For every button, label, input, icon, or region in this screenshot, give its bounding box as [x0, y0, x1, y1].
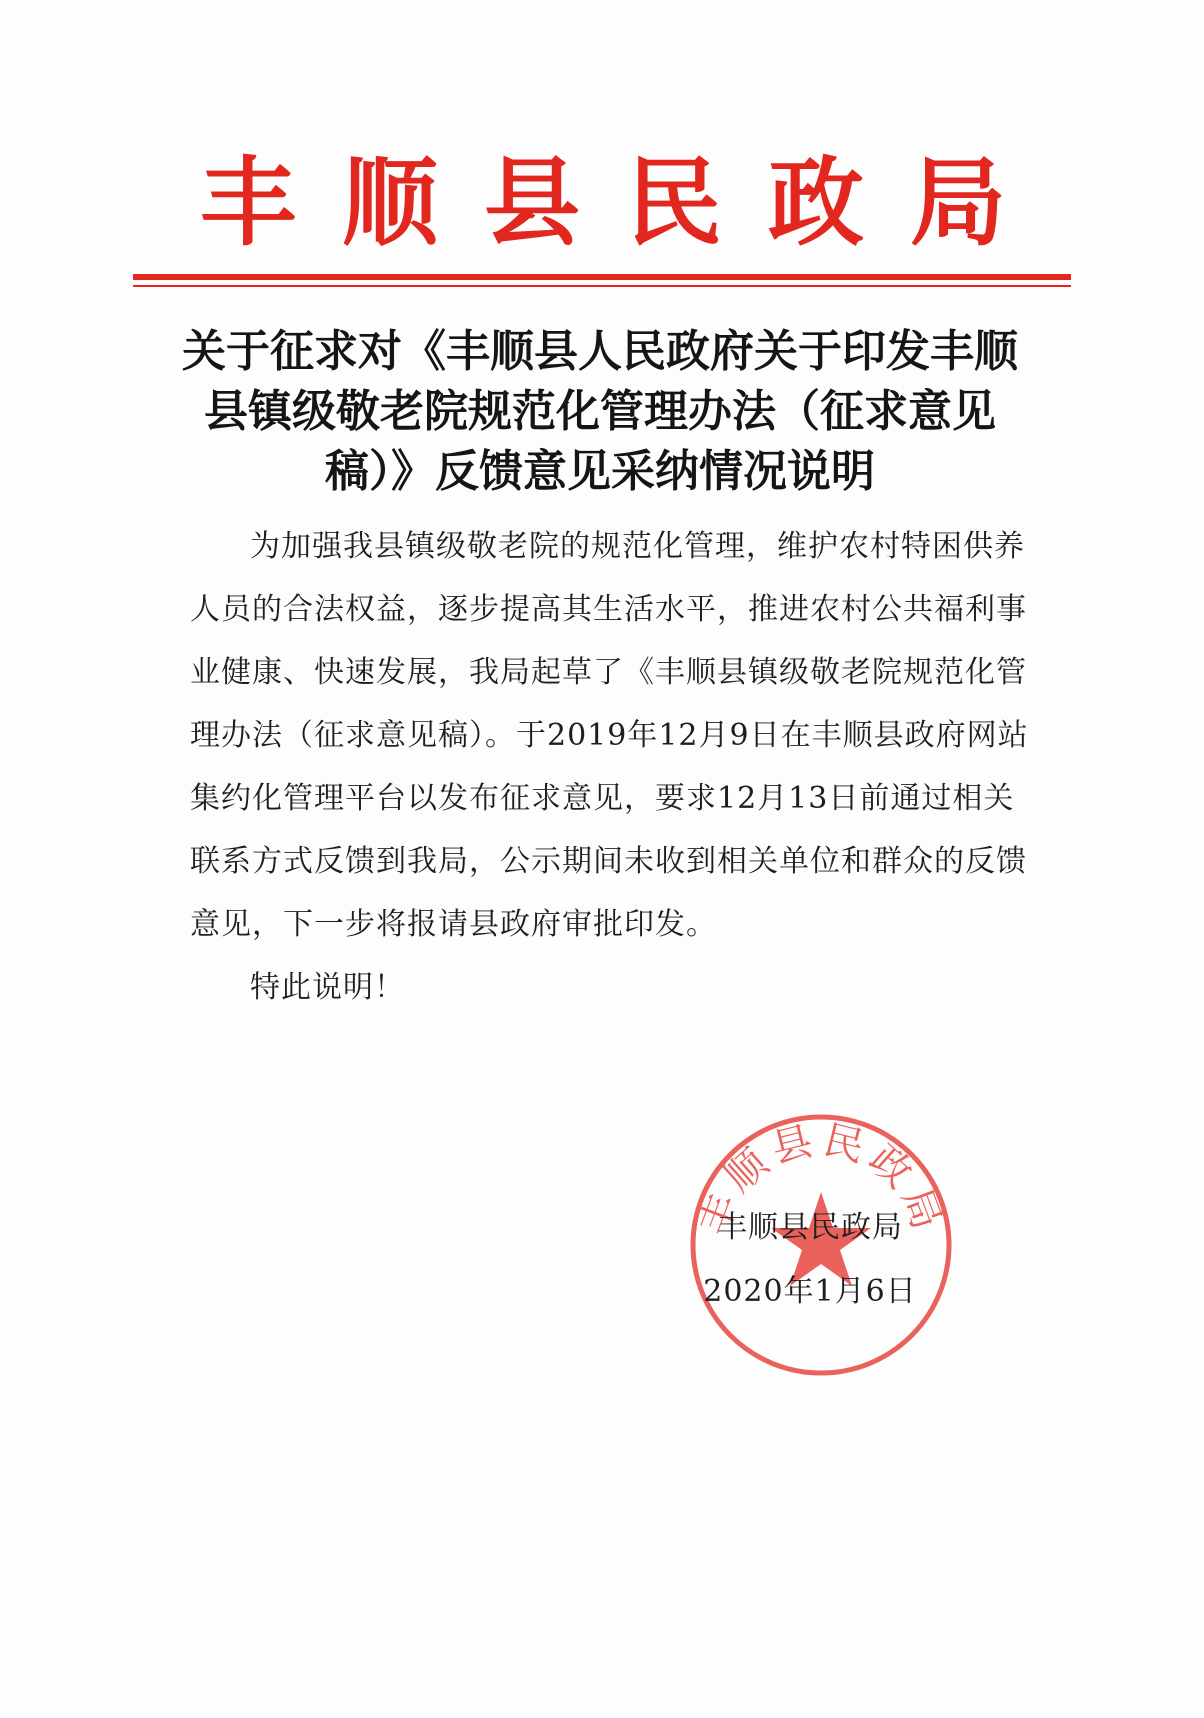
document-body: [190, 515, 1034, 1019]
masthead-rule-thick: [133, 274, 1071, 280]
title-line-3: 稿）》反馈意见采纳情况说明: [325, 446, 875, 497]
document-title: [150, 322, 1050, 502]
body-paragraph: 为加强我县镇级敬老院的规范化管理，维护农村特困供养人员的合法权益，逐步提高其生活水平，推进农村公共福利事业健康、快速发展，我局起草了《丰顺县镇级敬老院规范化管理办法（征求意见稿）。于2019年12月9日在丰顺县政府网站集约化管理平台以发布征求意见，要求12月13日前通过相关联系方式反馈到我局，公示期间未收到相关单位和群众的反馈意见，下一步将报请县政府审批印发。: [190, 529, 1029, 942]
signature-block: [640, 1196, 980, 1324]
signature-date: 2020年1月6日: [703, 1274, 917, 1309]
title-line-2: 县镇级敬老院规范化管理办法（征求意见: [204, 386, 996, 437]
masthead-org-name: 丰顺县民政局: [200, 147, 1052, 259]
closing-statement: 特此说明！: [250, 970, 405, 1005]
masthead-rule-thin: [133, 285, 1071, 287]
signature-org: 丰顺县民政局: [717, 1210, 903, 1245]
title-line-1: 关于征求对《丰顺县人民政府关于印发丰顺: [182, 326, 1018, 377]
seal-text: 丰顺县民政局: [690, 1116, 952, 1242]
